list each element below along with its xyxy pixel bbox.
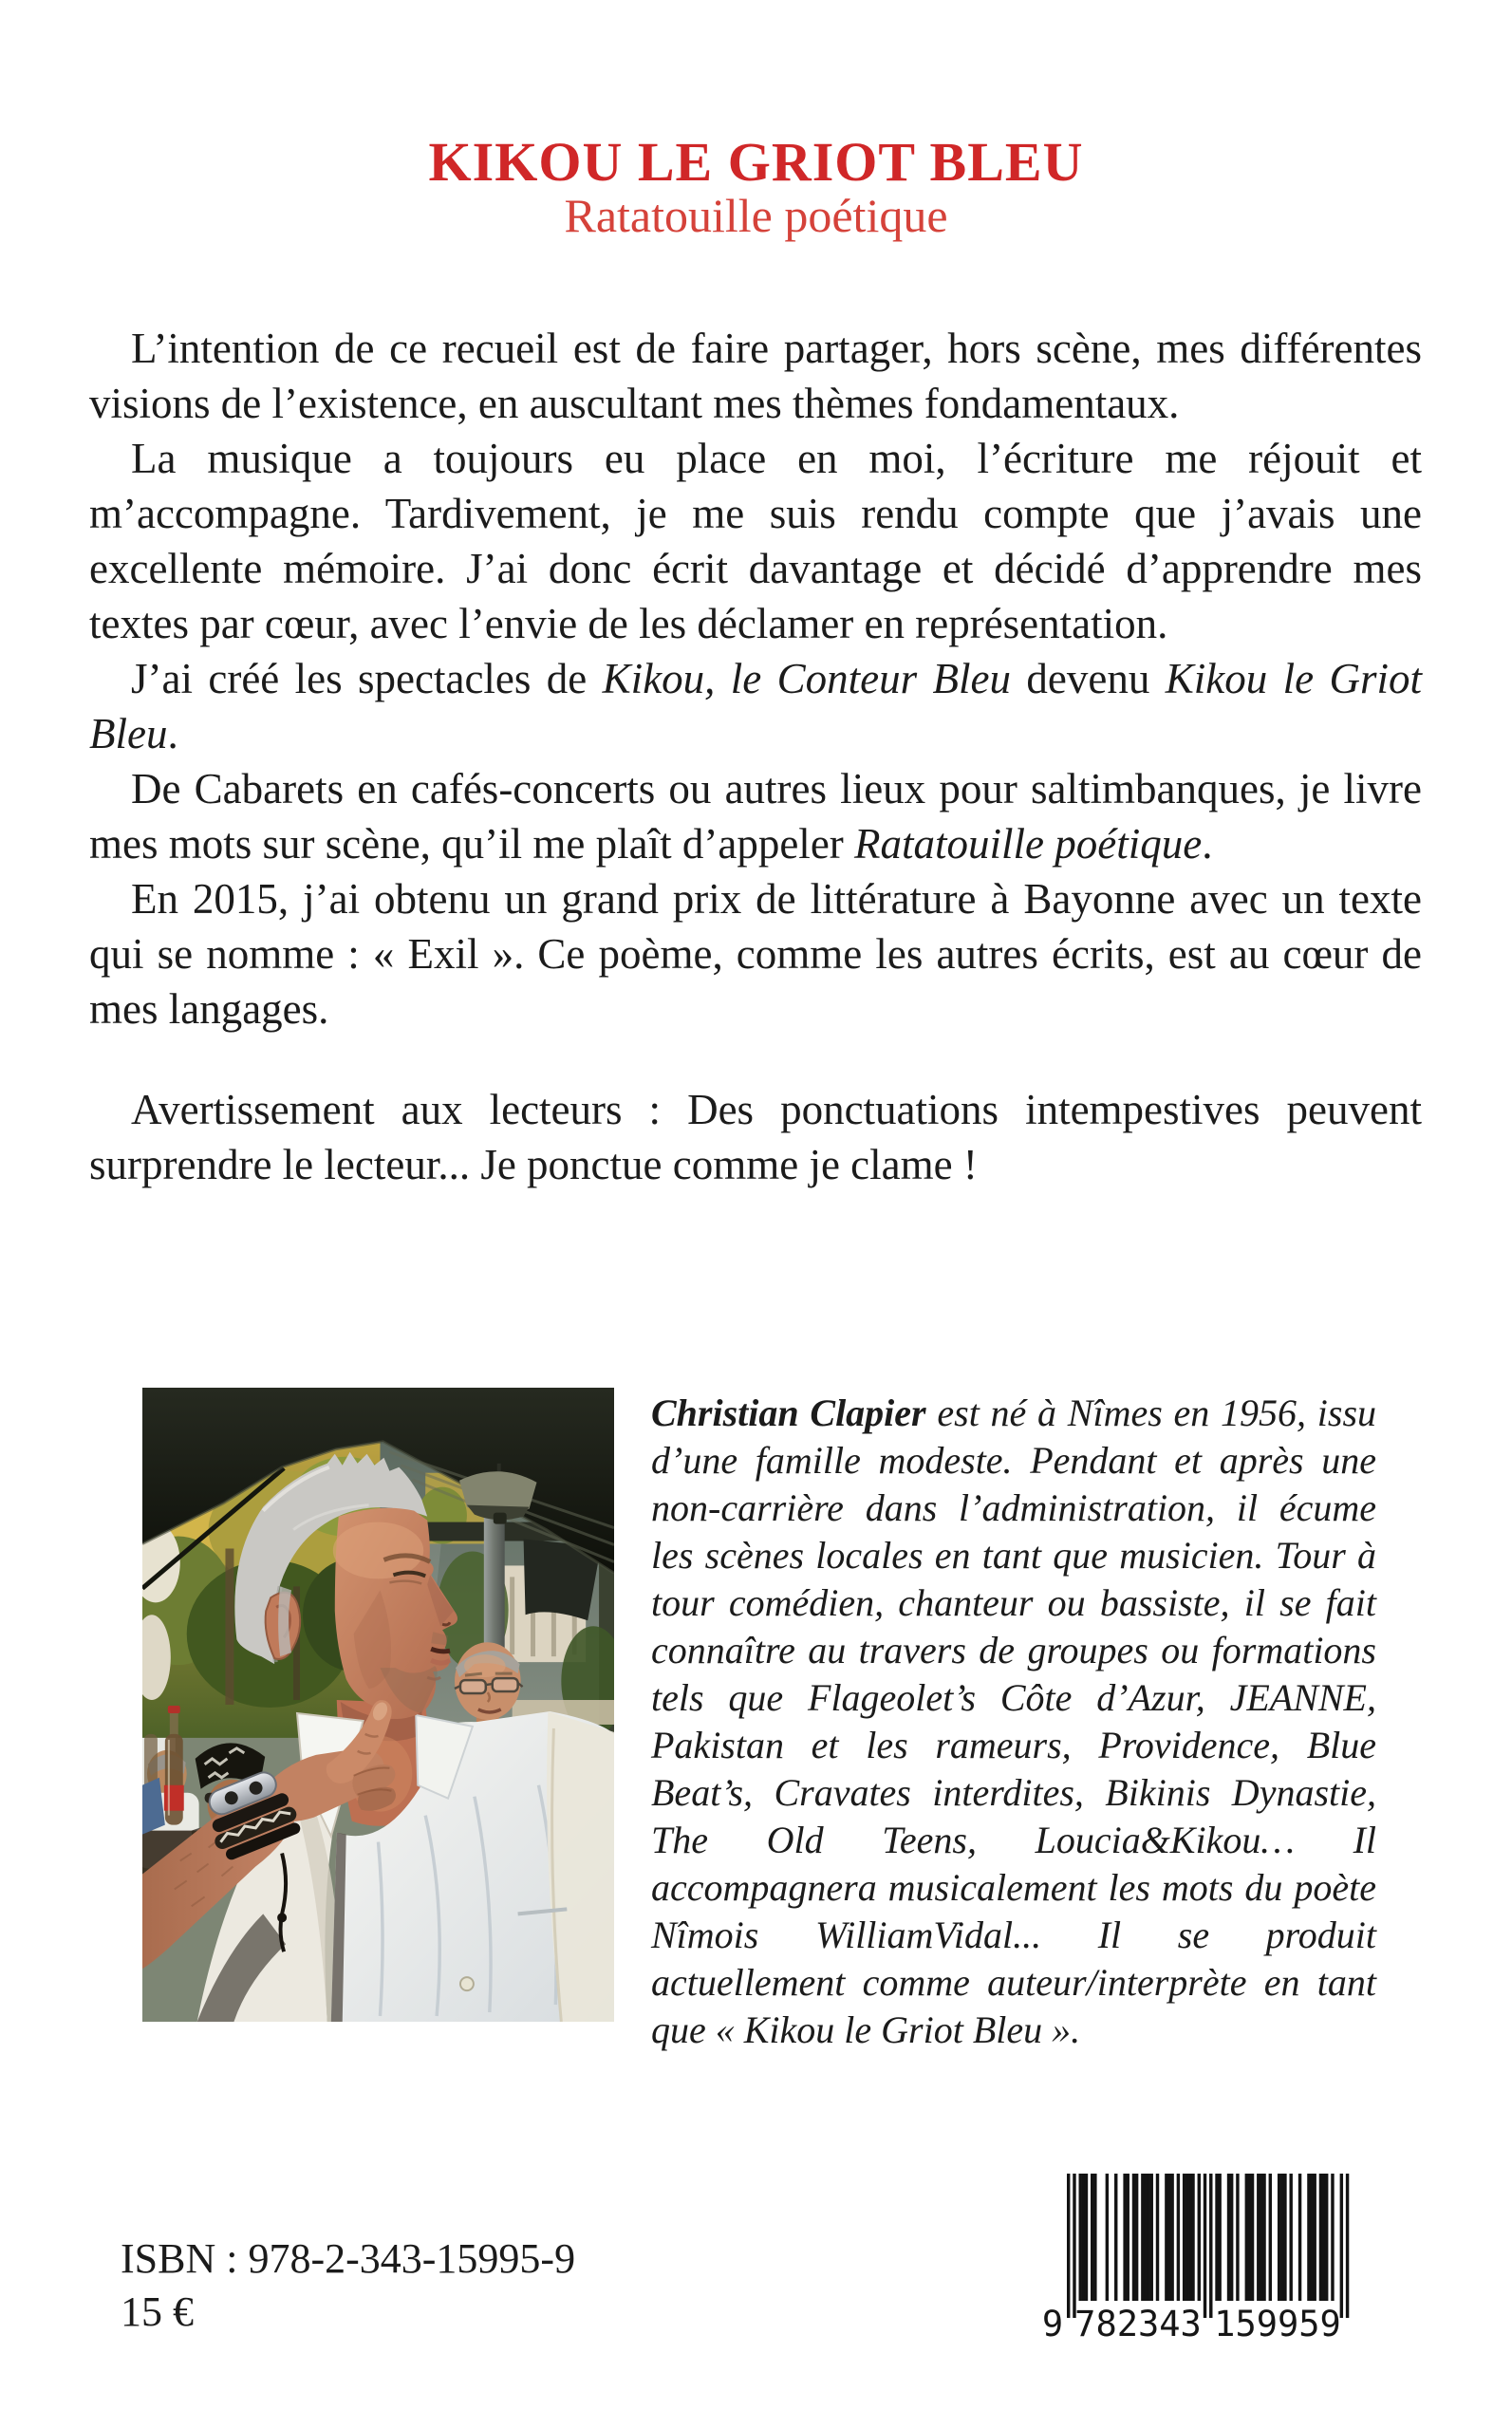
barcode	[1042, 2174, 1359, 2344]
body-paragraph: J’ai créé les spectacles de Kikou, le Conteur Bleu devenu Kikou le Griot Bleu.	[89, 655, 1423, 757]
isbn-text: ISBN : 978-2-343-15995-9	[121, 2235, 576, 2282]
body-paragraph-avertissement: Avertissement aux lecteurs : Des ponctuations intempestives peuvent surprendre le lecteur... Je ponctue comme je clame !	[89, 1086, 1422, 1188]
barcode-svg	[1042, 2174, 1359, 2344]
barcode-digits-left: 782343	[1074, 2304, 1202, 2344]
body-paragraph: De Cabarets en cafés-concerts ou autres lieux pour saltimbanques, je livre mes mots sur scène, qu’il me plaît d’appeler Ratatouille poétique.	[89, 765, 1422, 868]
body-paragraph: L’intention de ce recueil est de faire partager, hors scène, mes différentes visions de l’existence, en auscultant mes thèmes fondamentaux.	[89, 325, 1422, 427]
price-text: 15 €	[121, 2288, 194, 2335]
author-bio: Christian Clapier est né à Nîmes en 1956, issu d’une famille modeste. Pendant et après une non-carrière dans l’administration, il écume les scènes locales en tant que musicien. Tour à tour comédien, chanteur ou bassiste, il se fait connaître au travers de groupes ou formations tels que Flageolet’s Côte d’Azur, JEANNE, Pakistan et les rameurs, Providence, Blue Beat’s, Cravates interdites, Bikinis Dynastie, The Old Teens, Loucia&Kikou… Il accompagnera musicalement les mots du poète Nîmois WilliamVidal... Il se produit actuellement comme auteur/interprète en tant que « Kikou le Griot Bleu ».	[651, 1391, 1377, 2051]
synopsis	[89, 321, 1422, 1192]
page-title: KIKOU LE GRIOT BLEU	[428, 130, 1084, 193]
author-photo	[142, 1388, 614, 2022]
body-paragraph: En 2015, j’ai obtenu un grand prix de littérature à Bayonne avec un texte qui se nomme : « Exil ». Ce poème, comme les autres écrits, est au cœur de mes langages.	[89, 875, 1422, 1033]
body-paragraph: La musique a toujours eu place en moi, l’écriture me réjouit et m’accompagne. Tardivement, je me suis rendu compte que j’avais une excellente mémoire. J’ai donc écrit davantage et décidé d’apprendre mes textes par cœur, avec l’envie de les déclamer en représentation.	[89, 435, 1422, 647]
page-subtitle: Ratatouille poétique	[564, 189, 948, 242]
barcode-digits-right: 159959	[1214, 2304, 1341, 2344]
author-photo-illustration	[142, 1388, 614, 2022]
barcode-bars	[1067, 2174, 1349, 2318]
barcode-digit-first: 9	[1042, 2304, 1064, 2344]
